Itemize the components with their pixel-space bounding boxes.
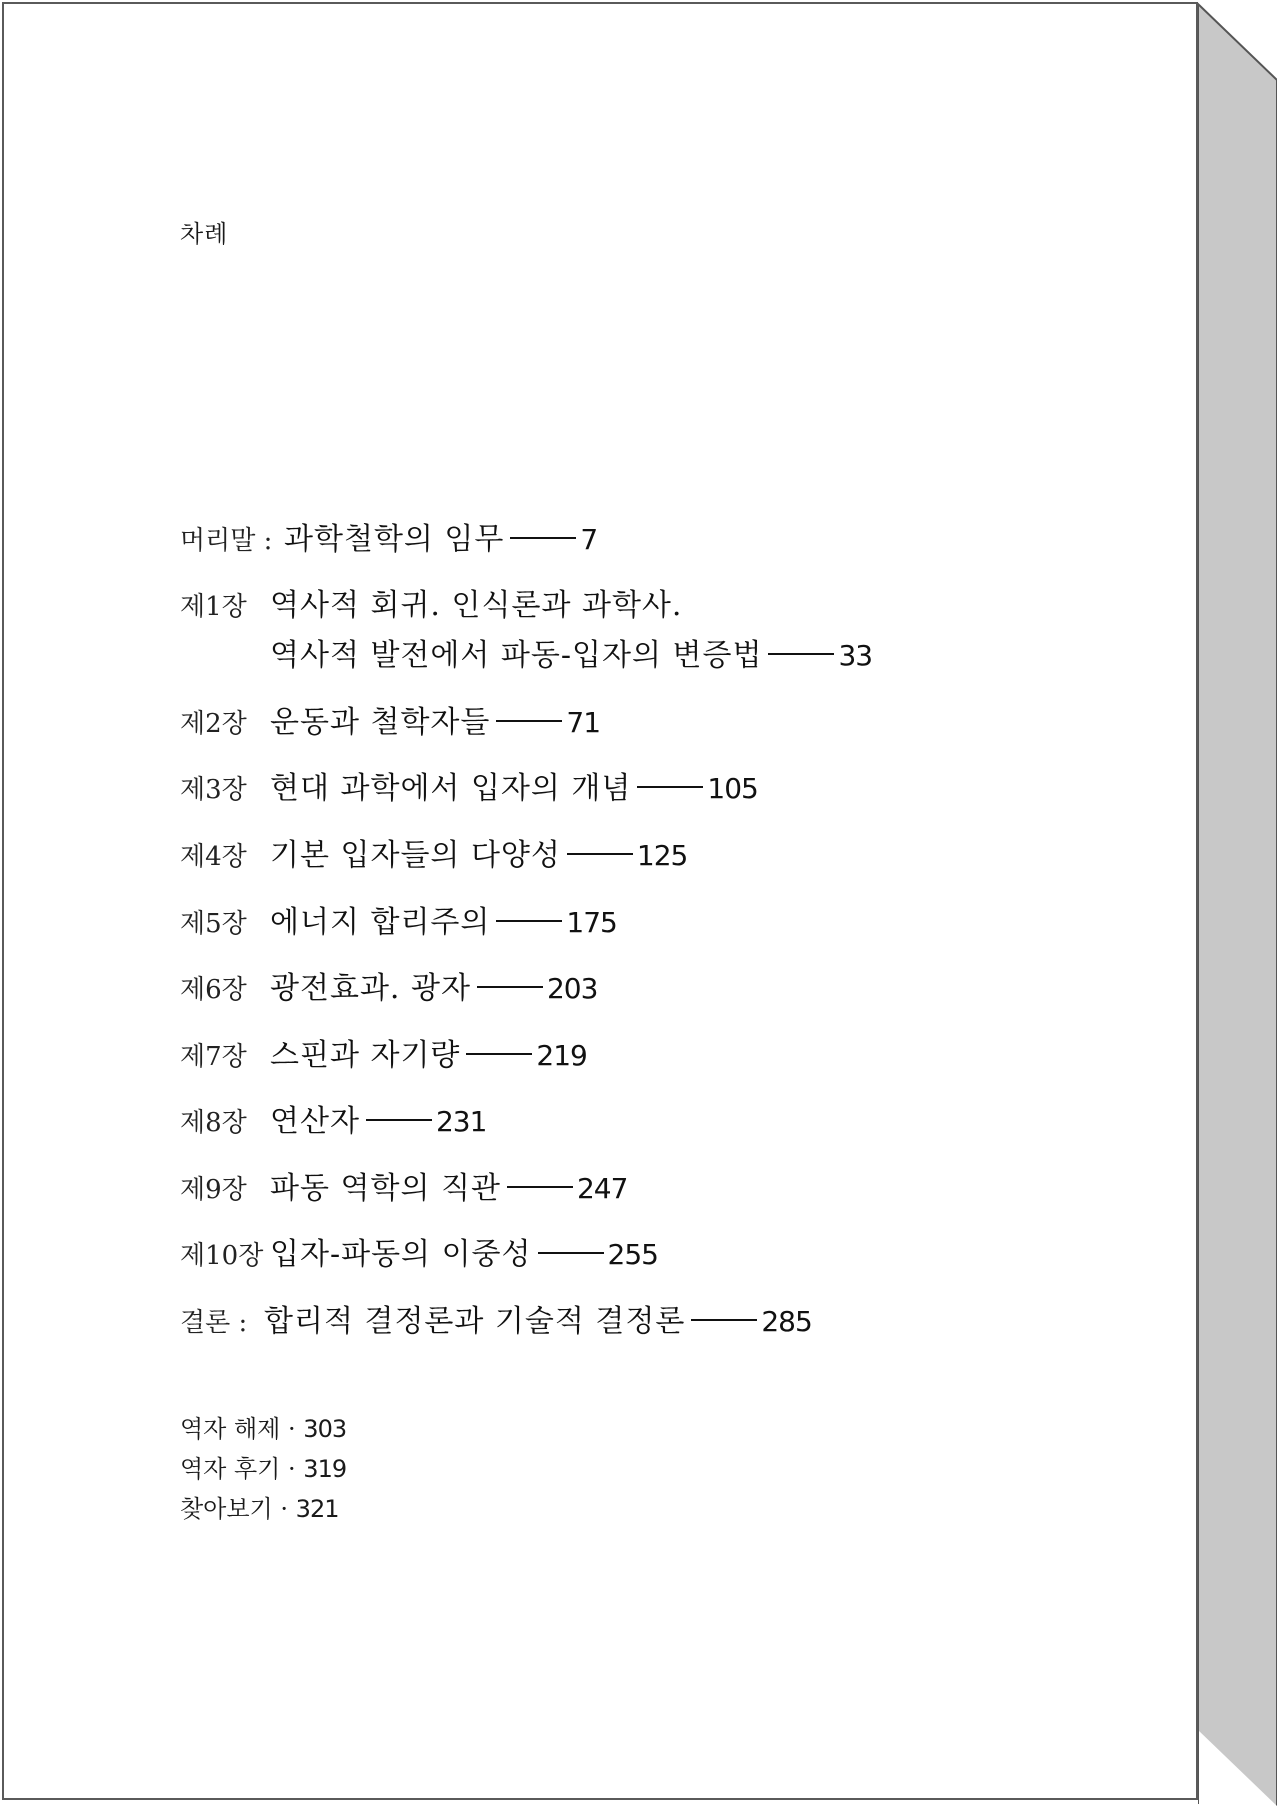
toc-entry-label: 제6장 (180, 975, 247, 1005)
toc-entry-label: 제9장 (180, 1175, 247, 1205)
toc-entry-title: 스핀과 자기량 (270, 1038, 461, 1073)
toc-entry-label: 제4장 (180, 842, 247, 872)
toc-entry-label: 제8장 (180, 1108, 247, 1138)
leader-dash (477, 986, 543, 988)
toc-entry-chapter-6[interactable] (180, 963, 597, 1007)
appendix-separator: · (280, 1495, 289, 1523)
appendix-item-index[interactable] (180, 1489, 346, 1529)
toc-entry-title: 역사적 발전에서 파동-입자의 변증법 (270, 638, 763, 673)
toc-entry-chapter-8[interactable] (180, 1096, 486, 1140)
toc-entry-chapter-1-continued[interactable] (270, 630, 872, 674)
toc-entry-title: 역사적 회귀. 인식론과 과학사. (270, 588, 683, 623)
appendix-page: 303 (303, 1415, 347, 1443)
leader-dash (366, 1119, 432, 1121)
leader-dash (538, 1252, 604, 1254)
leader-dash (510, 537, 576, 539)
appendix-page: 321 (295, 1495, 339, 1523)
toc-entry-chapter-2[interactable] (180, 697, 600, 741)
appendix-item-translator-commentary[interactable] (180, 1409, 346, 1449)
appendix-separator: · (288, 1455, 296, 1483)
appendix-title: 찾아보기 (180, 1495, 273, 1523)
toc-entry-chapter-4[interactable] (180, 830, 687, 874)
toc-entry-label: 제3장 (180, 775, 247, 805)
appendix-list (180, 1409, 346, 1529)
toc-entry-page: 285 (761, 1305, 812, 1338)
toc-entry-chapter-7[interactable] (180, 1030, 587, 1074)
toc-entry-label: 제5장 (180, 909, 247, 939)
appendix-item-translator-afterword[interactable] (180, 1449, 346, 1489)
book-spine-edge (1198, 0, 1277, 1806)
toc-entry-label: 머리말 : (180, 526, 273, 556)
leader-dash (691, 1319, 757, 1321)
toc-entry-chapter-3[interactable] (180, 763, 758, 807)
toc-entry-page: 71 (566, 706, 601, 739)
toc-entry-conclusion[interactable] (180, 1296, 812, 1340)
toc-entry-page: 33 (838, 639, 873, 672)
toc-entry-page: 255 (607, 1238, 658, 1271)
toc-entry-title: 운동과 철학자들 (270, 705, 491, 740)
toc-entry-label: 결론 : (180, 1308, 248, 1338)
book-page (2, 2, 1198, 1800)
toc-entry-page: 219 (536, 1039, 587, 1072)
toc-entry-title: 파동 역학의 직관 (270, 1171, 501, 1206)
toc-entry-label: 제1장 (180, 592, 247, 622)
toc-entry-title: 광전효과. 광자 (270, 971, 471, 1006)
leader-dash (507, 1186, 573, 1188)
toc-entry-chapter-10[interactable] (180, 1229, 658, 1273)
toc-heading: 차례 (180, 220, 229, 248)
toc-entry-page: 247 (576, 1172, 628, 1205)
toc-entry-chapter-5[interactable] (180, 897, 617, 941)
toc-entry-title: 연산자 (270, 1104, 360, 1139)
appendix-title: 역자 후기 (180, 1455, 281, 1483)
toc-entry-title: 합리적 결정론과 기술적 결정론 (264, 1304, 686, 1339)
toc-entry-page: 231 (435, 1105, 487, 1138)
toc-entry-label: 제2장 (180, 709, 247, 739)
toc-entry-page: 105 (707, 772, 758, 805)
leader-dash (496, 720, 562, 722)
appendix-page: 319 (303, 1455, 347, 1483)
toc-entry-page: 7 (580, 523, 598, 556)
toc-entry-preface[interactable] (180, 514, 597, 558)
leader-dash (567, 853, 633, 855)
toc-entry-label: 제7장 (180, 1042, 247, 1072)
toc-entry-title: 현대 과학에서 입자의 개념 (270, 771, 632, 806)
leader-dash (466, 1053, 532, 1055)
toc-entry-title: 과학철학의 임무 (284, 522, 505, 557)
appendix-separator: · (288, 1415, 296, 1443)
toc-entry-page: 175 (566, 906, 617, 939)
toc-entry-page: 203 (546, 972, 598, 1005)
leader-dash (496, 920, 562, 922)
appendix-title: 역자 해제 (180, 1415, 281, 1443)
toc-entry-label: 제10장 (180, 1241, 264, 1271)
toc-entry-chapter-9[interactable] (180, 1163, 627, 1207)
toc-entry-page: 125 (636, 839, 688, 872)
leader-dash (637, 786, 703, 788)
leader-dash (768, 653, 834, 655)
toc-entry-title: 입자-파동의 이중성 (270, 1237, 532, 1272)
toc-entry-title: 에너지 합리주의 (270, 905, 491, 940)
toc-entry-chapter-1[interactable] (180, 580, 682, 624)
toc-entry-title: 기본 입자들의 다양성 (270, 838, 561, 873)
